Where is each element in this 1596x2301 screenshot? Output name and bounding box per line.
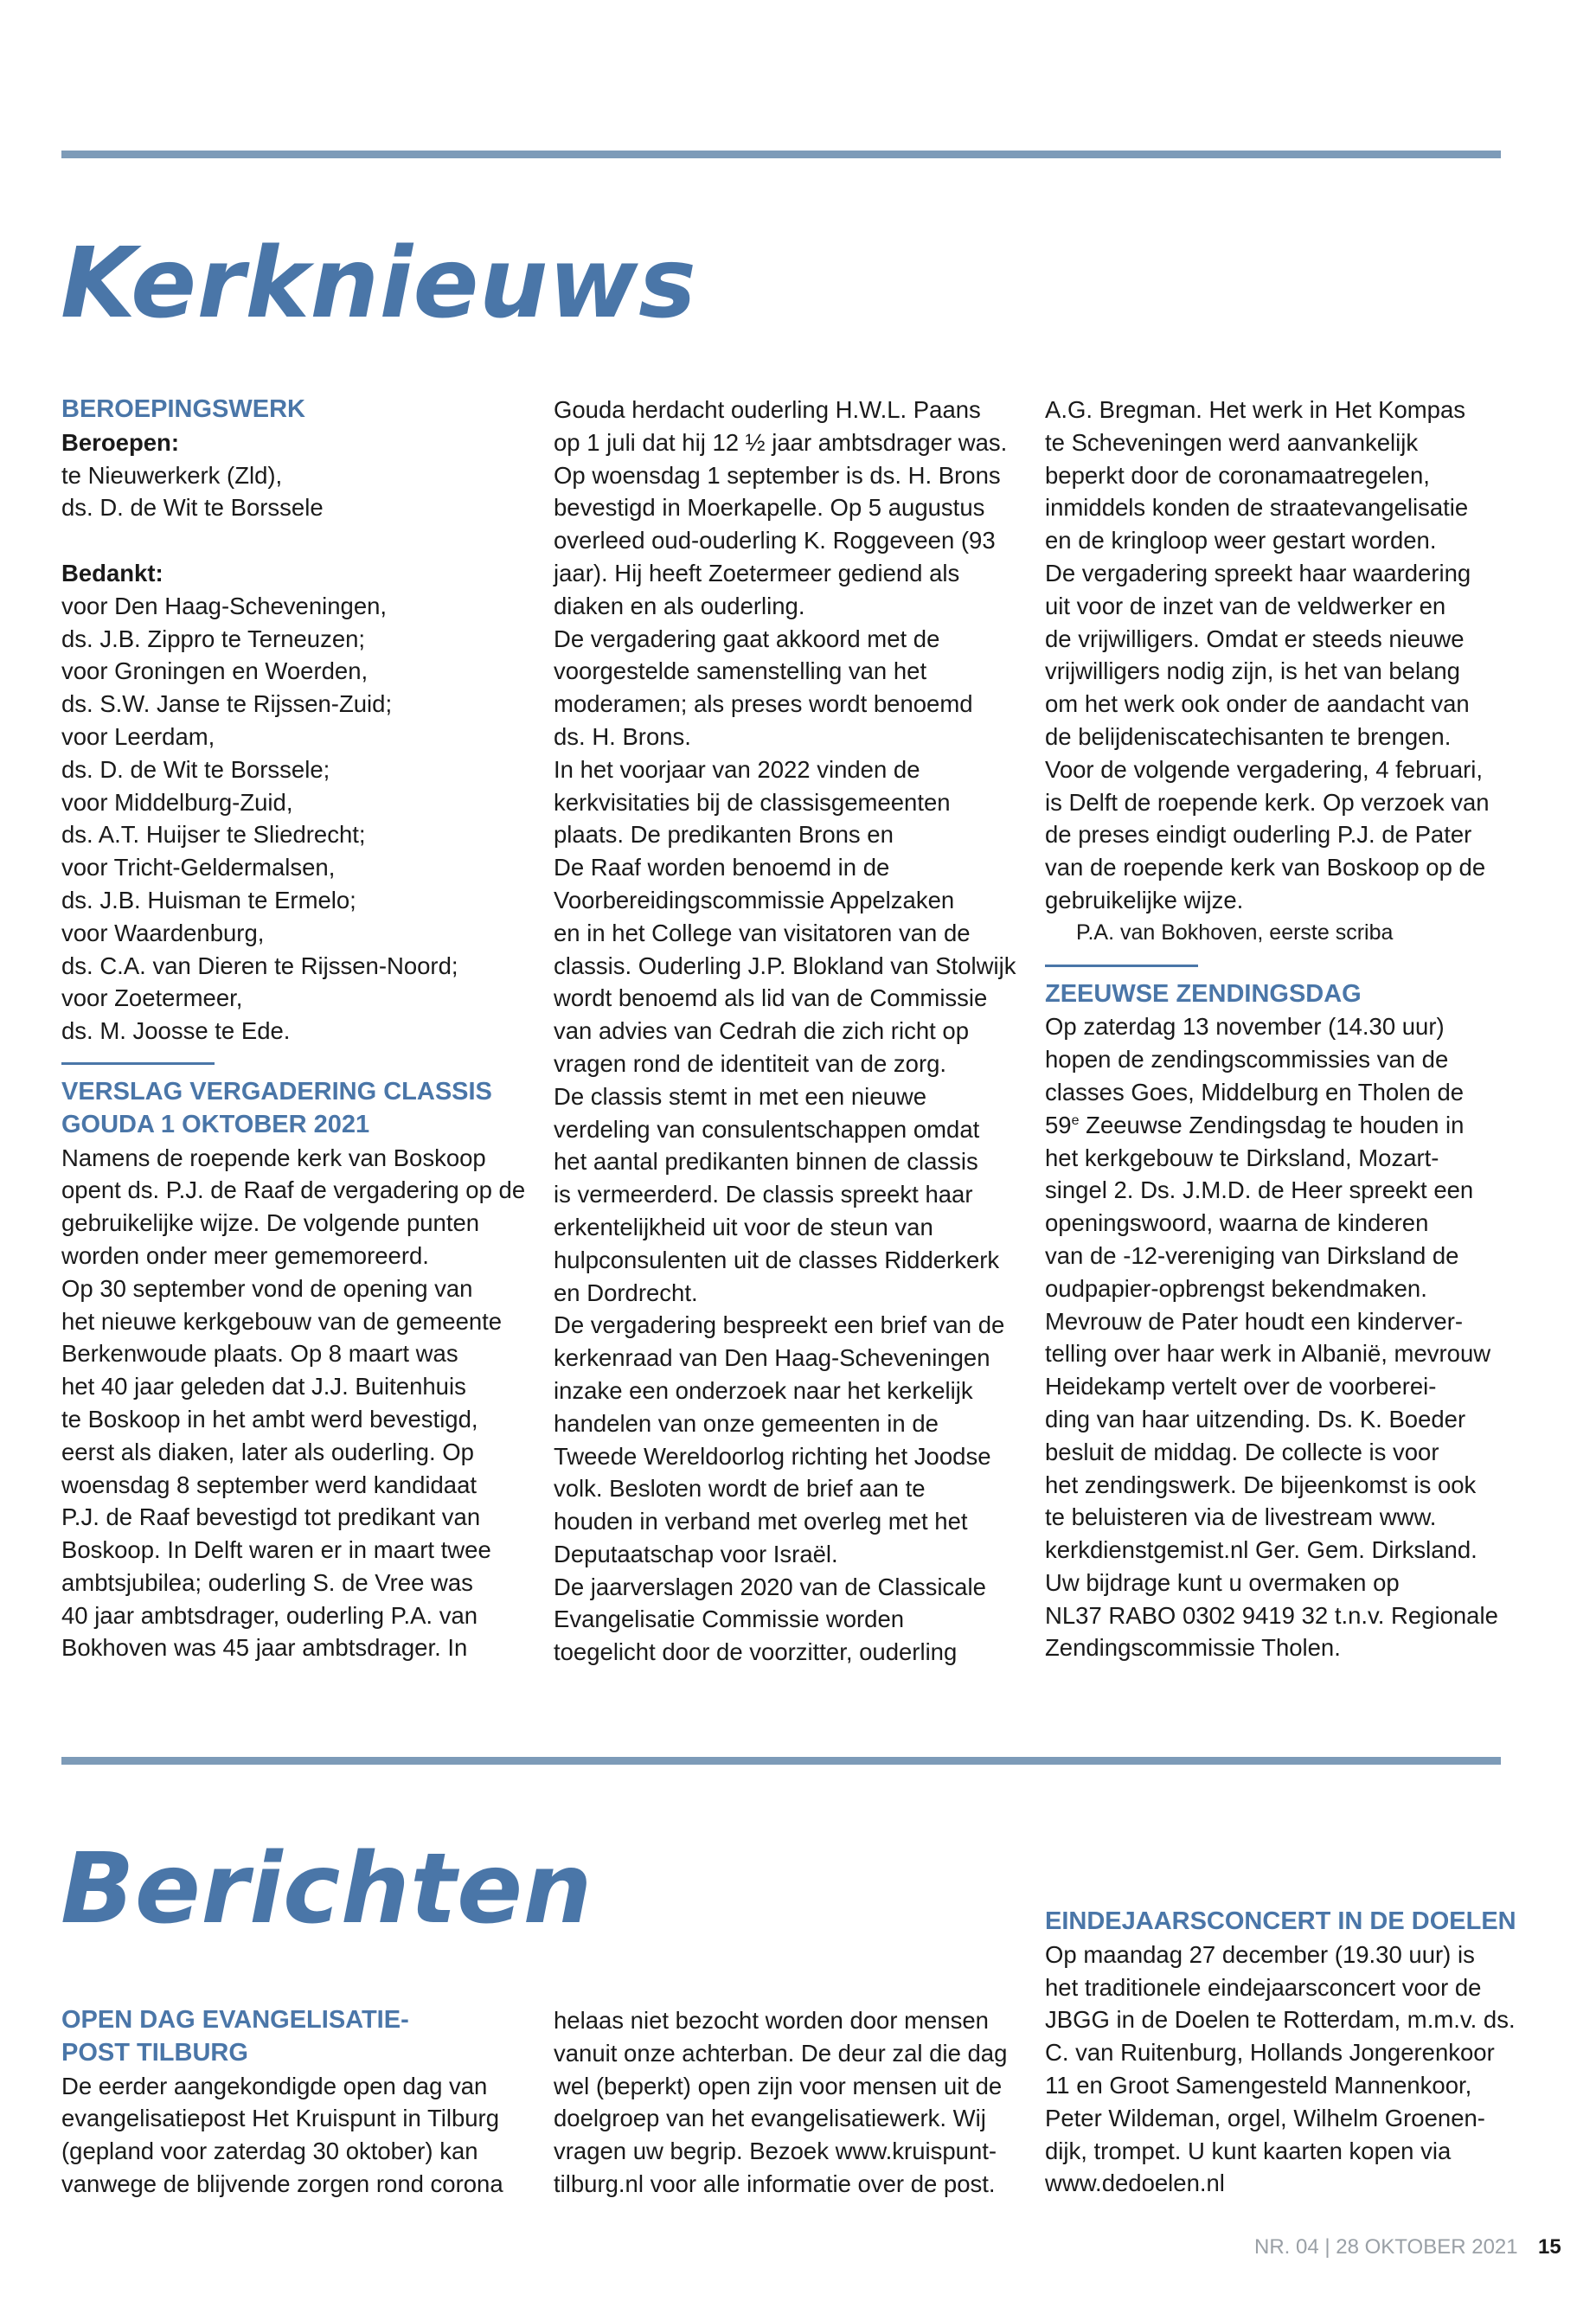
text-line: voor Middelburg-Zuid,	[61, 788, 293, 816]
beroepingswerk-heading: BEROEPINGSWERK	[61, 395, 305, 423]
text-line: vanwege de blijvende zorgen rond corona	[61, 2170, 503, 2197]
text-line: erkentelijkheid uit voor de steun van	[554, 1213, 933, 1240]
text-line: NL37 RABO 0302 9419 32 t.n.v. Regionale	[1045, 1601, 1498, 1629]
text-line: P.J. de Raaf bevestigd tot predikant van	[61, 1503, 481, 1531]
text-line: het nieuwe kerkgebouw van de gemeente	[61, 1307, 503, 1335]
text-line: Op 30 september vond de opening van	[61, 1274, 473, 1302]
zeeuwse-ordinal-line	[1045, 1109, 1498, 1142]
page-number: 15	[1538, 2235, 1561, 2259]
text-line: het zendingswerk. De bijeenkomst is ook	[1045, 1471, 1477, 1498]
verslag-text-col2	[554, 394, 1016, 1669]
text-line: verdeling van consulentschappen omdat	[554, 1115, 980, 1143]
text-line: volk. Besloten wordt de brief aan te	[554, 1475, 926, 1503]
text-line: de belijdeniscatechisanten te brengen.	[1045, 722, 1452, 750]
text-line: Zendingscommissie Tholen.	[1045, 1634, 1341, 1662]
text-line: de preses eindigt ouderling P.J. de Pater	[1045, 821, 1472, 849]
text-line: Mevrouw de Pater houdt een kinderver-	[1045, 1307, 1464, 1335]
text-line: ds. D. de Wit te Borssele	[61, 494, 324, 522]
text-line: Op maandag 27 december (19.30 uur) is	[1045, 1940, 1475, 1968]
text-line: bevestigd in Moerkapelle. Op 5 augustus	[554, 494, 985, 522]
text-line: Berkenwoude plaats. Op 8 maart was	[61, 1340, 458, 1368]
zeeuwse-heading: ZEEUWSE ZENDINGSDAG	[1045, 979, 1362, 1008]
text-line: ds. S.W. Janse te Rijssen-Zuid;	[61, 690, 393, 718]
text-line: te Boskoop in het ambt werd bevestigd,	[61, 1405, 478, 1433]
text-line: GOUDA 1 OKTOBER 2021	[61, 1110, 370, 1138]
bedankt-label: Bedankt:	[61, 559, 163, 586]
text-line: dijk, trompet. U kunt kaarten kopen via	[1045, 2137, 1452, 2164]
text-line: voor Zoetermeer,	[61, 984, 243, 1012]
verslag-text-col1	[61, 1142, 525, 1665]
text-line: wel (beperkt) open zijn voor mensen uit de	[554, 2072, 1003, 2099]
text-line: openingswoord, waarna de kinderen	[1045, 1209, 1429, 1237]
footer-issue: NR. 04 | 28 OKTOBER 2021	[1254, 2235, 1518, 2259]
text-line: voor Groningen en Woerden,	[61, 657, 369, 685]
text-line: VERSLAG VERGADERING CLASSIS	[61, 1077, 492, 1106]
text-line: Bokhoven was 45 jaar ambtsdrager. In	[61, 1634, 468, 1662]
top-rule	[61, 151, 1501, 158]
text-line: is Delft de roepende kerk. Op verzoek van	[1045, 788, 1490, 816]
text-line: Op zaterdag 13 november (14.30 uur)	[1045, 1013, 1445, 1041]
middle-rule	[61, 1757, 1501, 1765]
text-line: kerkenraad van Den Haag-Scheveningen	[554, 1344, 990, 1372]
text-line: te Scheveningen werd aanvankelijk	[1045, 428, 1419, 456]
text-line: C. van Ruitenburg, Hollands Jongerenkoor	[1045, 2039, 1495, 2067]
text-line: en Dordrecht.	[554, 1279, 698, 1306]
text-line: classis. Ouderling J.P. Blokland van Stolwijk	[554, 952, 1016, 979]
eindejaar-text	[1045, 1939, 1516, 2200]
text-line: vrijwilligers nodig zijn, is het van belang	[1045, 657, 1460, 685]
text-line: kerkdienstgemist.nl Ger. Gem. Dirksland.	[1045, 1536, 1477, 1564]
text-line: woensdag 8 september werd kandidaat	[61, 1471, 478, 1498]
eindejaar-heading: EINDEJAARSCONCERT IN DE DOELEN	[1045, 1907, 1516, 1935]
text-line: A.G. Bregman. Het werk in Het Kompas	[1045, 396, 1466, 423]
text-line: inmiddels konden de straatevangelisatie	[1045, 494, 1469, 522]
text-line: De jaarverslagen 2020 van de Classicale	[554, 1573, 986, 1600]
open-dag-text-col1	[61, 2070, 503, 2201]
beroepen-list	[61, 459, 525, 525]
text-line: ds. J.B. Huisman te Ermelo;	[61, 886, 356, 913]
text-line: houden in verband met overleg met het	[554, 1508, 968, 1535]
text-line: voor Den Haag-Scheveningen,	[61, 592, 388, 619]
text-line: opent ds. P.J. de Raaf de vergadering op de	[61, 1176, 526, 1204]
text-line: ambtsjubilea; ouderling S. de Vree was	[61, 1568, 473, 1596]
text-line: Tweede Wereldoorlog richting het Joodse	[554, 1442, 991, 1470]
text-line: telling over haar werk in Albanië, mevrouw	[1045, 1340, 1491, 1368]
text-line: het aantal predikanten binnen de classis	[554, 1148, 978, 1176]
zeeuwse-ordinal-number: 59	[1045, 1111, 1072, 1138]
text-line: eerst als diaken, later als ouderling. Op	[61, 1438, 474, 1465]
text-line: voor Leerdam,	[61, 722, 215, 750]
text-line: ds. J.B. Zippro te Terneuzen;	[61, 625, 366, 652]
text-line: doelgroep van het evangelisatiewerk. Wij	[554, 2105, 986, 2132]
text-line: Deputaatschap voor Israël.	[554, 1540, 838, 1567]
text-line: OPEN DAG EVANGELISATIE-	[61, 2006, 409, 2034]
text-line: De classis stemt in met een nieuwe	[554, 1082, 927, 1110]
text-line: vanuit onze achterban. De deur zal die dag	[554, 2039, 1008, 2067]
text-line: Peter Wildeman, orgel, Wilhelm Groenen-	[1045, 2104, 1485, 2131]
text-line: vragen uw begrip. Bezoek www.kruispunt-	[554, 2138, 997, 2165]
berichten-column-1	[61, 2004, 503, 2201]
text-line: beperkt door de coronamaatregelen,	[1045, 461, 1430, 489]
text-line: voor Tricht-Geldermalsen,	[61, 854, 336, 881]
text-line: hulpconsulenten uit de classes Ridderkerk	[554, 1246, 1000, 1273]
text-line: De vergadering bespreekt een brief van de	[554, 1311, 1005, 1339]
text-line: van de -12-vereniging van Dirksland de	[1045, 1241, 1459, 1269]
text-line: gebruikelijke wijze.	[1045, 886, 1244, 913]
text-line: JBGG in de Doelen te Rotterdam, m.m.v. ds.	[1045, 2006, 1516, 2034]
text-line: Voor de volgende vergadering, 4 februari,	[1045, 755, 1484, 783]
verslag-text-col3	[1045, 394, 1498, 917]
text-line: Namens de roepende kerk van Boskoop	[61, 1144, 486, 1171]
text-line: en de kringloop weer gestart worden.	[1045, 527, 1437, 554]
kerknieuws-column-3	[1045, 394, 1498, 1664]
text-line: om het werk ook onder de aandacht van	[1045, 690, 1470, 718]
text-line: ds. D. de Wit te Borssele;	[61, 755, 330, 783]
text-line: besluit de middag. De collecte is voor	[1045, 1438, 1439, 1465]
text-line: plaats. De predikanten Brons en	[554, 821, 894, 849]
text-line: tilburg.nl voor alle informatie over de post.	[554, 2170, 996, 2197]
text-line: het traditionele eindejaarsconcert voor de	[1045, 1973, 1482, 2001]
berichten-title: Berichten	[61, 1833, 593, 1945]
text-line: en in het College van visitatoren van de	[554, 919, 971, 946]
text-line: Voorbereidingscommissie Appelzaken	[554, 886, 955, 913]
spacer	[61, 524, 525, 557]
text-line: De vergadering spreekt haar waardering	[1045, 559, 1471, 586]
text-line: www.dedoelen.nl	[1045, 2170, 1225, 2197]
text-line: Gouda herdacht ouderling H.W.L. Paans	[554, 396, 981, 423]
text-line: toegelicht door de voorzitter, ouderling	[554, 1638, 958, 1666]
section-divider	[1045, 965, 1198, 967]
text-line: De Raaf worden benoemd in de	[554, 854, 890, 881]
text-line: voorgestelde samenstelling van het	[554, 657, 927, 685]
text-line: te beluisteren via de livestream www.	[1045, 1503, 1437, 1531]
text-line: Op woensdag 1 september is ds. H. Brons	[554, 461, 1001, 489]
text-line: classes Goes, Middelburg en Tholen de	[1045, 1078, 1465, 1106]
text-line: singel 2. Ds. J.M.D. de Heer spreekt een	[1045, 1176, 1474, 1204]
verslag-heading	[61, 1076, 525, 1142]
text-line: moderamen; als preses wordt benoemd	[554, 690, 973, 718]
text-line: POST TILBURG	[61, 2038, 248, 2067]
text-line: het 40 jaar geleden dat J.J. Buitenhuis	[61, 1373, 466, 1400]
text-line: overleed oud-ouderling K. Roggeveen (93	[554, 527, 996, 554]
kerknieuws-title: Kerknieuws	[61, 228, 697, 340]
text-line: het kerkgebouw te Dirksland, Mozart-	[1045, 1144, 1439, 1171]
beroepen-label: Beroepen:	[61, 428, 179, 456]
text-line: van advies van Cedrah die zich richt op	[554, 1017, 969, 1045]
text-line: is vermeerderd. De classis spreekt haar	[554, 1181, 973, 1208]
section-divider	[61, 1062, 215, 1065]
text-line: voor Waardenburg,	[61, 919, 265, 946]
text-line: De vergadering gaat akkoord met de	[554, 625, 940, 652]
open-dag-text-col2	[554, 2004, 1007, 2201]
kerknieuws-column-2	[554, 394, 1016, 1669]
text-line: Uw bijdrage kunt u overmaken op	[1045, 1568, 1400, 1596]
text-line: hopen de zendingscommissies van de	[1045, 1046, 1449, 1074]
text-line: 11 en Groot Samengesteld Mannenkoor,	[1045, 2071, 1472, 2099]
text-line: ds. M. Joosse te Ede.	[61, 1017, 291, 1045]
text-line: te Nieuwerkerk (Zld),	[61, 461, 283, 489]
verslag-signature: P.A. van Bokhoven, eerste scriba	[1076, 920, 1394, 945]
text-line: vragen rond de identiteit van de zorg.	[554, 1049, 947, 1077]
text-line: ds. A.T. Huijser te Sliedrecht;	[61, 821, 366, 849]
text-line: (gepland voor zaterdag 30 oktober) kan	[61, 2138, 478, 2165]
zeeuwse-text-after	[1045, 1142, 1498, 1665]
zeeuwse-ordinal-rest: Zeeuwse Zendingsdag te houden in	[1079, 1111, 1465, 1138]
text-line: uit voor de inzet van de veldwerker en	[1045, 592, 1446, 619]
text-line: van de roepende kerk van Boskoop op de	[1045, 854, 1486, 881]
zeeuwse-ordinal-suffix: e	[1071, 1112, 1080, 1128]
text-line: ding van haar uitzending. Ds. K. Boeder	[1045, 1405, 1466, 1433]
text-line: oudpapier-opbrengst bekendmaken.	[1045, 1274, 1427, 1302]
zeeuwse-text-before	[1045, 1010, 1498, 1108]
text-line: worden onder meer gememoreerd.	[61, 1241, 429, 1269]
text-line: op 1 juli dat hij 12 ½ jaar ambtsdrager was.	[554, 428, 1008, 456]
text-line: In het voorjaar van 2022 vinden de	[554, 755, 920, 783]
berichten-column-3	[1045, 1906, 1516, 2200]
bedankt-list	[61, 590, 525, 1048]
text-line: De eerder aangekondigde open dag van	[61, 2072, 488, 2099]
berichten-column-2	[554, 2004, 1007, 2201]
text-line: helaas niet bezocht worden door mensen	[554, 2007, 989, 2034]
text-line: kerkvisitaties bij de classisgemeenten	[554, 788, 951, 816]
text-line: jaar). Hij heeft Zoetermeer gediend als	[554, 559, 960, 586]
text-line: 40 jaar ambtsdrager, ouderling P.A. van	[61, 1601, 478, 1629]
text-line: gebruikelijke wijze. De volgende punten	[61, 1209, 480, 1237]
text-line: Evangelisatie Commissie worden	[554, 1606, 905, 1633]
text-line: evangelisatiepost Het Kruispunt in Tilburg	[61, 2105, 499, 2132]
text-line: ds. C.A. van Dieren te Rijssen-Noord;	[61, 952, 458, 979]
open-dag-heading	[61, 2004, 503, 2070]
text-line: inzake een onderzoek naar het kerkelijk	[554, 1376, 973, 1404]
kerknieuws-column-1	[61, 394, 525, 1664]
text-line: handelen van onze gemeenten in de	[554, 1409, 939, 1437]
text-line: Heidekamp vertelt over de voorberei-	[1045, 1373, 1437, 1400]
text-line: ds. H. Brons.	[554, 722, 691, 750]
text-line: diaken en als ouderling.	[554, 592, 805, 619]
text-line: wordt benoemd als lid van de Commissie	[554, 984, 988, 1012]
text-line: de vrijwilligers. Omdat er steeds nieuwe	[1045, 625, 1465, 652]
text-line: Boskoop. In Delft waren er in maart twee	[61, 1536, 491, 1564]
